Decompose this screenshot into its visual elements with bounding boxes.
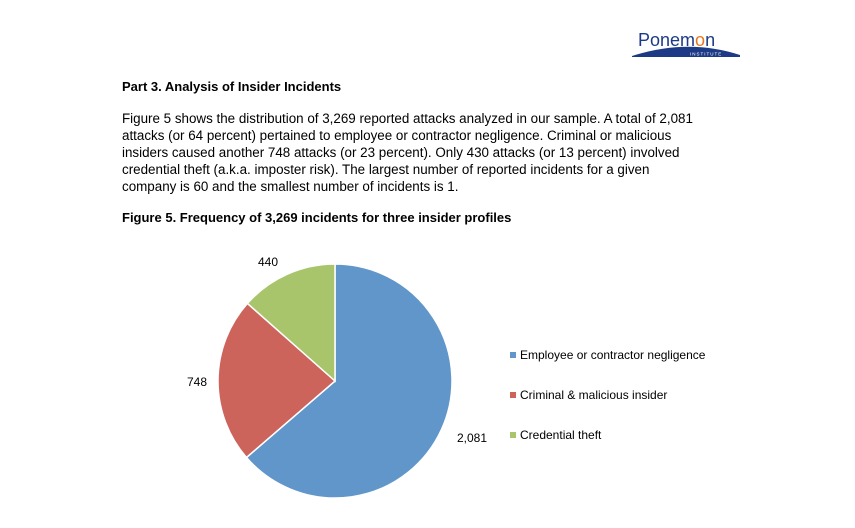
chart-legend bbox=[510, 335, 705, 455]
logo-text-start: Ponem bbox=[638, 30, 696, 50]
legend-label: Credential theft bbox=[520, 428, 602, 442]
legend-label: Employee or contractor negligence bbox=[520, 348, 706, 362]
data-label: 440 bbox=[257, 255, 279, 269]
legend-label: Criminal & malicious insider bbox=[520, 388, 668, 402]
legend-item bbox=[510, 375, 705, 415]
figure-title: Figure 5. Frequency of 3,269 incidents for three insider profiles bbox=[122, 210, 512, 225]
logo-text-end: n bbox=[705, 30, 716, 50]
paragraph-line: credential theft (a.k.a. imposter risk). The largest number of reported incidents for a given bbox=[122, 162, 650, 177]
paragraph-line: insiders caused another 748 attacks (or 23 percent). Only 430 attacks (or 13 percent) involved bbox=[122, 145, 680, 160]
logo-text-o: o bbox=[695, 30, 706, 50]
logo-subtext: INSTITUTE bbox=[690, 51, 723, 57]
paragraph-line: Figure 5 shows the distribution of 3,269 reported attacks analyzed in our sample. A total of 2,081 bbox=[122, 111, 693, 126]
legend-swatch bbox=[510, 352, 516, 358]
legend-item bbox=[510, 335, 705, 375]
data-label: 748 bbox=[186, 375, 208, 389]
legend-swatch bbox=[510, 432, 516, 438]
section-heading: Part 3. Analysis of Insider Incidents bbox=[122, 79, 342, 94]
data-label: 2,081 bbox=[456, 431, 488, 445]
legend-item bbox=[510, 415, 705, 455]
paragraph-line: company is 60 and the smallest number of incidents is 1. bbox=[122, 179, 459, 194]
paragraph-line: attacks (or 64 percent) pertained to employee or contractor negligence. Criminal or malicious bbox=[122, 128, 672, 143]
legend-swatch bbox=[510, 392, 516, 398]
